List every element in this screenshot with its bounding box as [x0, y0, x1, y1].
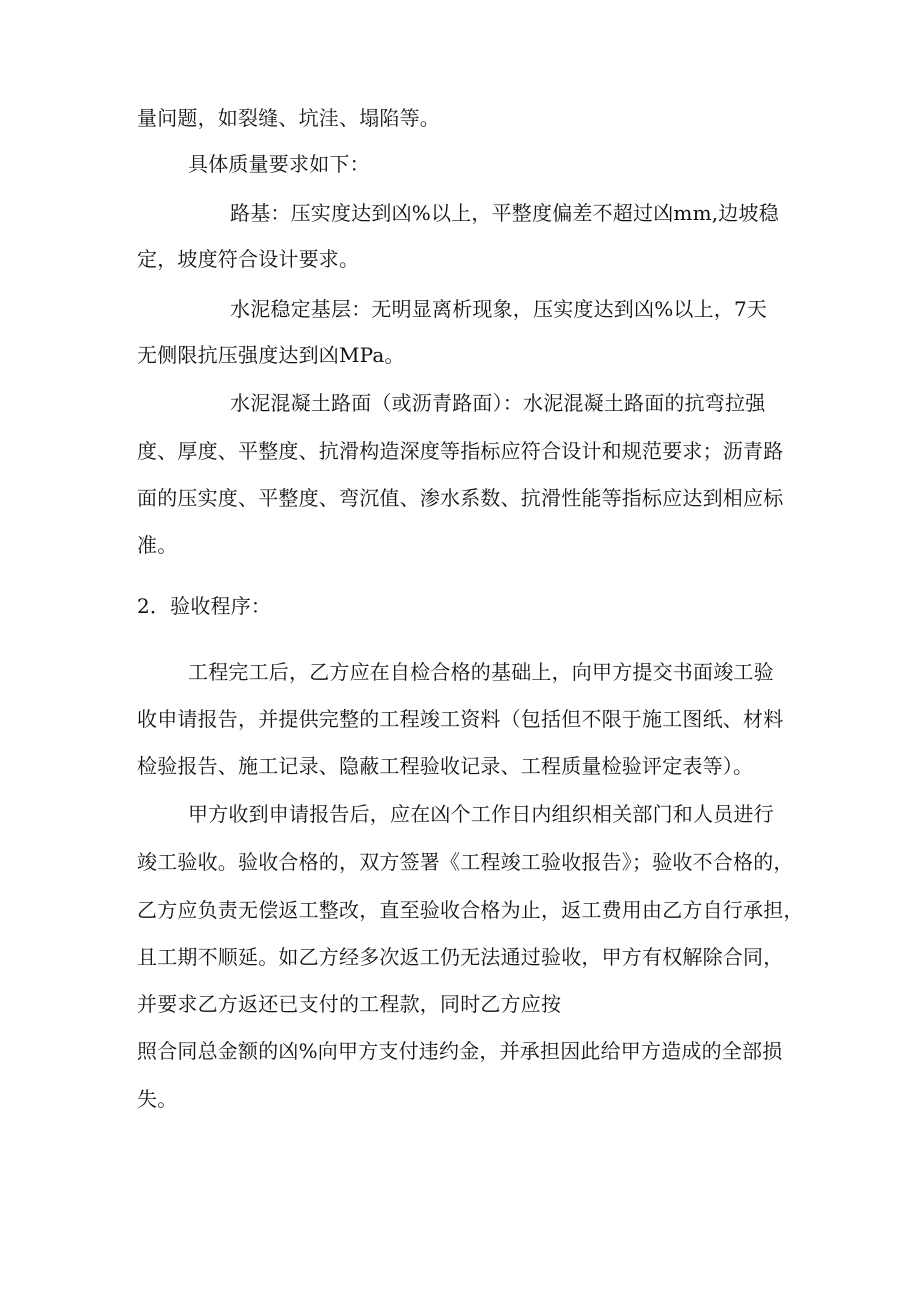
text-line: 度、厚度、平整度、抗滑构造深度等指标应符合设计和规范要求；沥青路	[137, 439, 784, 463]
text-line: 面的压实度、平整度、弯沉值、渗水系数、抗滑性能等指标应达到相应标	[137, 486, 784, 510]
text-line: 竣工验收。验收合格的，双方签署《工程竣工验收报告》；验收不合格的，	[137, 850, 794, 874]
text-line: 照合同总金额的凶%向甲方支付违约金，并承担因此给甲方造成的全部损	[137, 1039, 783, 1063]
text-line: 失。	[137, 1087, 178, 1111]
text-line: 水泥混凝土路面（或沥青路面）：水泥混凝土路面的抗弯拉强	[230, 391, 766, 415]
text-line: 量问题，如裂缝、坑洼、塌陷等。	[137, 106, 440, 130]
section-heading: 2．验收程序：	[137, 594, 272, 618]
text-line: 具体质量要求如下：	[188, 152, 370, 176]
text-line: 定，坡度符合设计要求。	[137, 247, 360, 271]
text-line: 检验报告、施工记录、隐蔽工程验收记录、工程质量检验评定表等）。	[137, 754, 754, 778]
text-line: 且工期不顺延。如乙方经多次返工仍无法通过验收，甲方有权解除合同，	[137, 945, 784, 969]
text-line: 并要求乙方返还已支付的工程款，同时乙方应按	[137, 992, 562, 1016]
text-line: 甲方收到申请报告后，应在凶个工作日内组织相关部门和人员进行	[188, 802, 774, 826]
text-line: 准。	[137, 533, 178, 557]
text-line: 工程完工后，乙方应在自检合格的基础上，向甲方提交书面竣工验	[188, 660, 774, 684]
text-line: 无侧限抗压强度达到凶MPa。	[137, 343, 405, 367]
text-line: 路基：压实度达到凶%以上，平整度偏差不超过凶mm,边坡稳	[230, 201, 779, 225]
text-line: 水泥稳定基层：无明显离析现象，压实度达到凶%以上，7天	[230, 297, 768, 321]
text-line: 收申请报告，并提供完整的工程竣工资料（包括但不限于施工图纸、材料	[137, 707, 784, 731]
text-line: 乙方应负责无偿返工整改，直至验收合格为止，返工费用由乙方自行承担，	[137, 898, 804, 922]
